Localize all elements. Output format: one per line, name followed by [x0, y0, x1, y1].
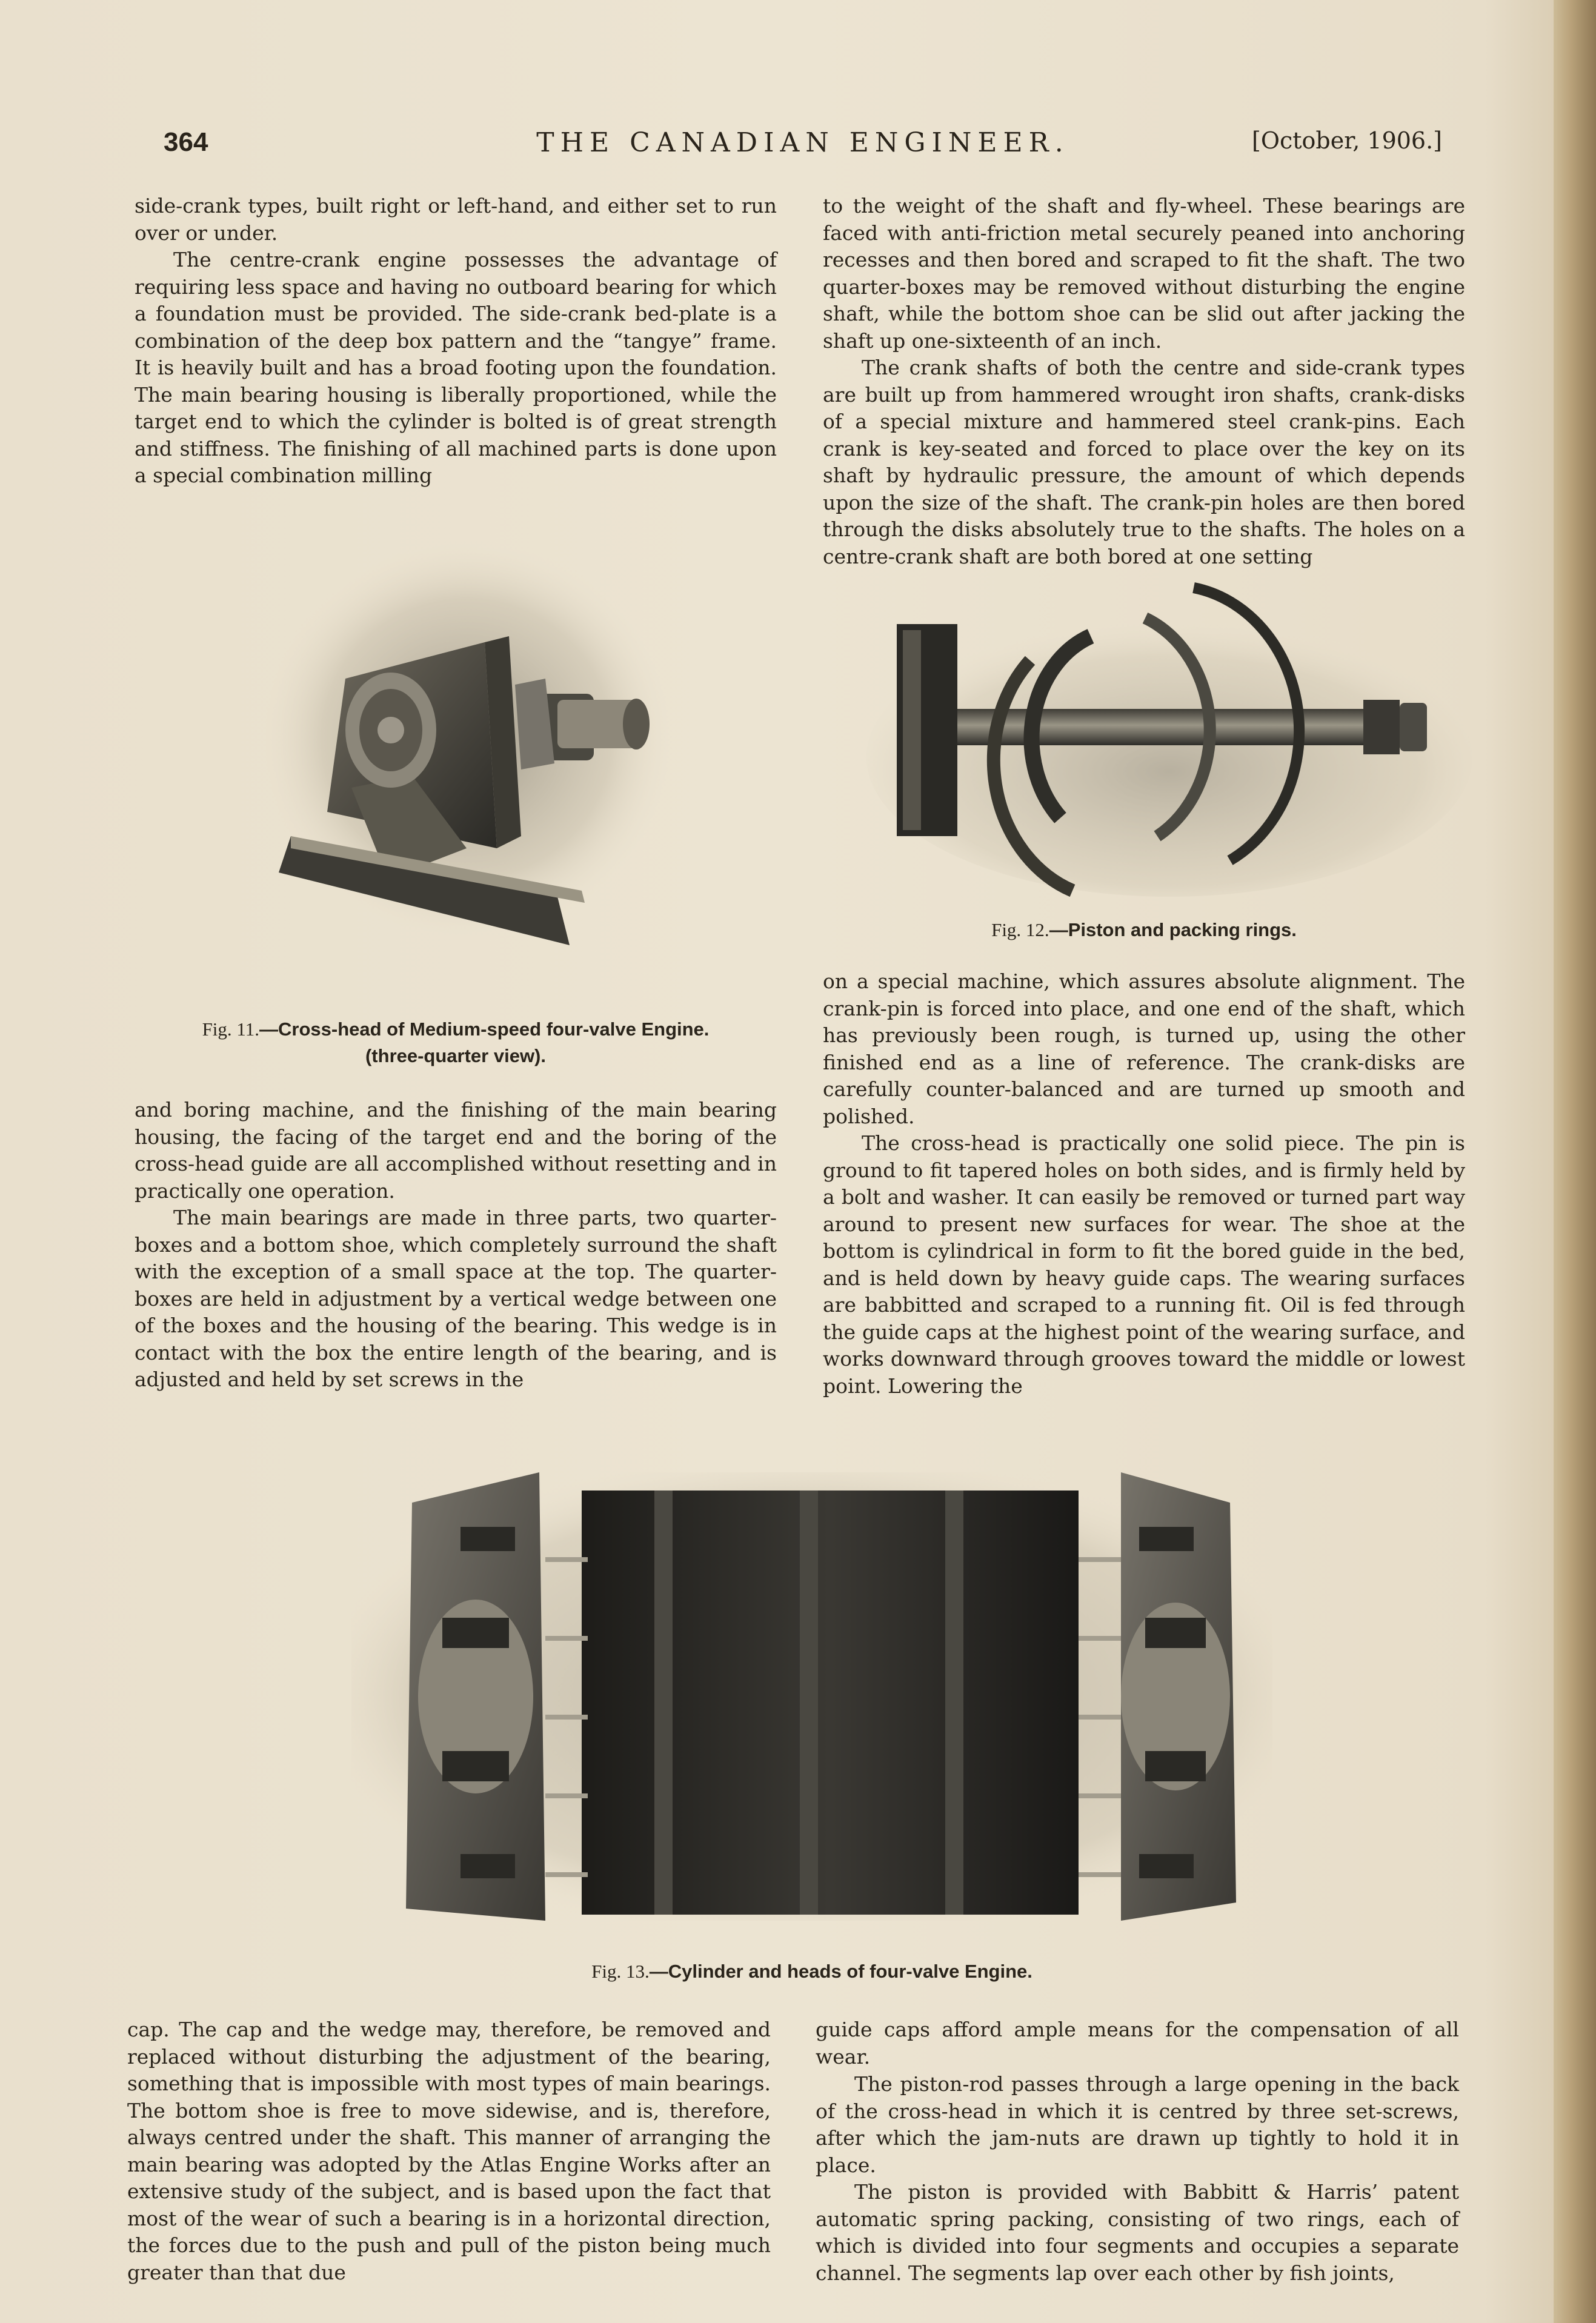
col2-bottom-para-3: The piston is provided with Babbitt & Harris’ patent automatic spring packing, consisting of two rings, each of which is divided into four segments and occupies a separate channel. The segments lap over each other by fish joints, [816, 2180, 1459, 2285]
fig11-caption-text: —Cross-head of Medium-speed four-valve Engine. [259, 1019, 710, 1040]
fig11-number: Fig. 11. [202, 1019, 260, 1040]
col2-mid-para-2: The cross-head is practically one solid piece. The pin is ground to fit tapered holes on both sides, and is firmly held by a bolt and washer. It can easily be removed or turned part way around to present new surfaces for wear. The shoe at the bottom is cylindrical in form to fit the bored guide in the bed, and is held down by heavy guide caps. The wearing surfaces are babbitted and scraped to a running fit. Oil is fed through the guide caps at the highest point of the wearing surface, and works downward through grooves toward the middle or lowest point. Lowering the [823, 1131, 1465, 1398]
col1-bottom-para-1: cap. The cap and the wedge may, therefore, be removed and replaced without disturbing the adjustment of the bearing, something that is impossible with most types of main bearings. The bottom shoe is free to move sidewise, and is, therefore, always centred under the shaft. This manner of arranging the main bearing was adopted by the Atlas Engine Works after an extensive study of the subject, and is based upon the fact that most of the wear of such a bearing is in a horizontal direction, the forces due to the push and pull of the piston being much greater than that due [127, 2018, 771, 2284]
col2-top-para-1: to the weight of the shaft and fly-wheel. These bearings are faced with anti-friction metal securely peaned into anchoring recesses and then bored and scraped to fit the shaft. The two quarter-boxes may be removed without disturbing the engine shaft, while the bottom shoe can be slid out after jacking the shaft up one-sixteenth of an inch. [823, 194, 1465, 353]
fig12-caption-text: —Piston and packing rings. [1049, 919, 1297, 940]
fig13-number: Fig. 13. [591, 1961, 650, 1982]
issue-date: [October, 1906.] [1252, 127, 1442, 154]
col1-top-para-1: side-crank types, built right or left-hand, and either set to run over or under. [135, 194, 777, 245]
col1-mid-para-1: and boring machine, and the finishing of the main bearing housing, the facing of the target end and the boring of the cross-head guide are all accomplished without resetting and in practically one operation. [135, 1098, 777, 1203]
fig11-caption-line2: (three-quarter view). [365, 1045, 546, 1066]
fig13-caption-text: —Cylinder and heads of four-valve Engine. [649, 1961, 1032, 1982]
fig13-cylinder-photo [351, 1436, 1272, 1933]
fig12-number: Fig. 12. [991, 919, 1049, 940]
fig11-crosshead-photo [254, 533, 679, 969]
col1-mid-para-2: The main bearings are made in three parts, two quarter-boxes and a bottom shoe, which completely surround the shaft with the exception of a small space at the top. The quarter-boxes are held in adjustment by a vertical wedge between one of the boxes and the housing of the bearing. This wedge is in contact with the box the entire length of the bearing, and is adjusted and held by set screws in the [135, 1206, 777, 1391]
col2-mid-para-1: on a special machine, which assures absolute alignment. The crank-pin is forced into place, and one end of the shaft, which has previously been rough, is turned up, using the other finished end as a line of reference. The crank-disks are carefully counter-balanced and are turned up smooth and polished. [823, 969, 1465, 1128]
page-edge [1554, 0, 1596, 2323]
col2-top-para-2: The crank shafts of both the centre and side-crank types are built up from hammered wrought iron shafts, crank-disks of a special mixture and hammered steel crank-pins. Each crank is key-seated and forced to place over the key on its shaft by hydraulic pressure, the amount of which depends upon the size of the shaft. The crank-pin holes are then bored through the disks absolutely true to the shafts. The holes on a centre-crank shaft are both bored at one setting [823, 356, 1465, 568]
page-number: 364 [164, 127, 208, 157]
col2-bottom-para-1: guide caps afford ample means for the compensation of all wear. [816, 2018, 1459, 2069]
journal-title: THE CANADIAN ENGINEER. [536, 127, 1069, 158]
col2-bottom-para-2: The piston-rod passes through a large opening in the back of the cross-head in which it is centred by three set-screws, after which the jam-nuts are drawn up tightly to hold it in place. [816, 2072, 1459, 2177]
fig12-piston-photo [854, 576, 1472, 915]
col1-top-para-2: The centre-crank engine possesses the advantage of requiring less space and having no outboard bearing for which a foundation must be provided. The side-crank bed-plate is a combination of the deep box pattern and the “tangye” frame. It is heavily built and has a broad footing upon the foundation. The main bearing housing is liberally proportioned, while the target end to which the cylinder is bolted is of great strength and stiffness. The finishing of all machined parts is done upon a special combination milling [135, 248, 777, 487]
running-header [164, 127, 1442, 170]
fig12-caption [823, 917, 1465, 943]
fig11-caption [135, 1016, 777, 1069]
fig13-caption [351, 1958, 1272, 1985]
